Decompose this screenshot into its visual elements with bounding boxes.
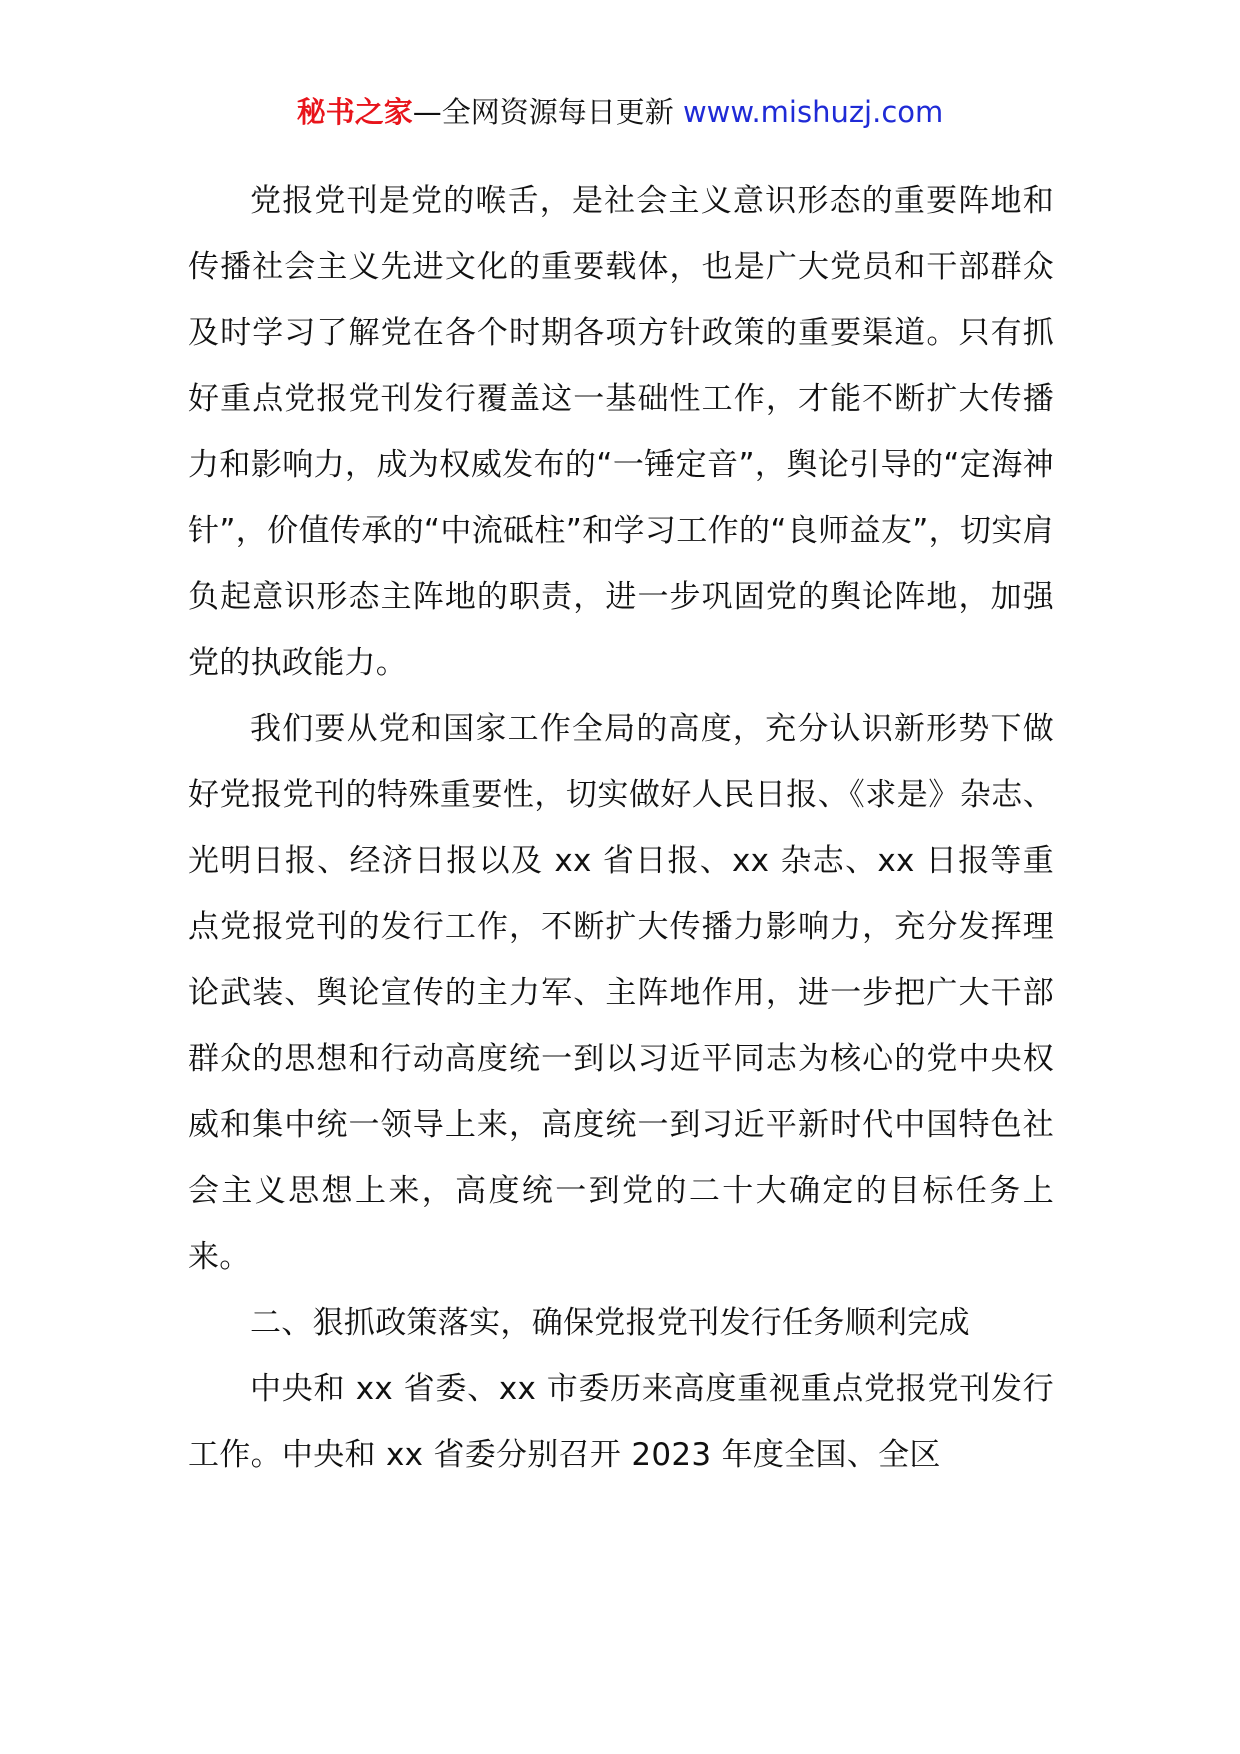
site-url-link[interactable]: www.mishuzj.com <box>682 95 944 129</box>
site-brand: 秘书之家 <box>296 95 413 129</box>
site-header <box>0 92 1240 132</box>
site-tagline: —全网资源每日更新 <box>412 95 683 129</box>
document-body <box>188 168 1054 1488</box>
paragraph-overall-importance: 我们要从党和国家工作全局的高度，充分认识新形势下做好党报党刊的特殊重要性，切实做好人民日报、《求是》杂志、光明日报、经济日报以及 xx 省日报、xx 杂志、xx 日报等重点党报党刊的发行工作，不断扩大传播力影响力，充分发挥理论武装、舆论宣传的主力军、主阵地作用，进一步把广大干部群众的思想和行动高度统一到以习近平同志为核心的党中央权威和集中统一领导上来，高度统一到习近平新时代中国特色社会主义思想上来，高度统一到党的二十大确定的目标任务上来。 <box>188 711 1054 1275</box>
paragraph-party-press-role: 党报党刊是党的喉舌，是社会主义意识形态的重要阵地和传播社会主义先进文化的重要载体，也是广大党员和干部群众及时学习了解党在各个时期各项方针政策的重要渠道。只有抓好重点党报党刊发行覆盖这一基础性工作，才能不断扩大传播力和影响力，成为权威发布的“一锤定音”，舆论引导的“定海神针”，价值传承的“中流砥柱”和学习工作的“良师益友”，切实肩负起意识形态主阵地的职责，进一步巩固党的舆论阵地，加强党的执政能力。 <box>188 183 1054 681</box>
section-heading-policy-implementation: 二、狠抓政策落实，确保党报党刊发行任务顺利完成 <box>250 1305 970 1341</box>
paragraph-central-attention: 中央和 xx 省委、xx 市委历来高度重视重点党报党刊发行工作。中央和 xx 省委分别召开 2023 年度全国、全区 <box>188 1371 1054 1473</box>
